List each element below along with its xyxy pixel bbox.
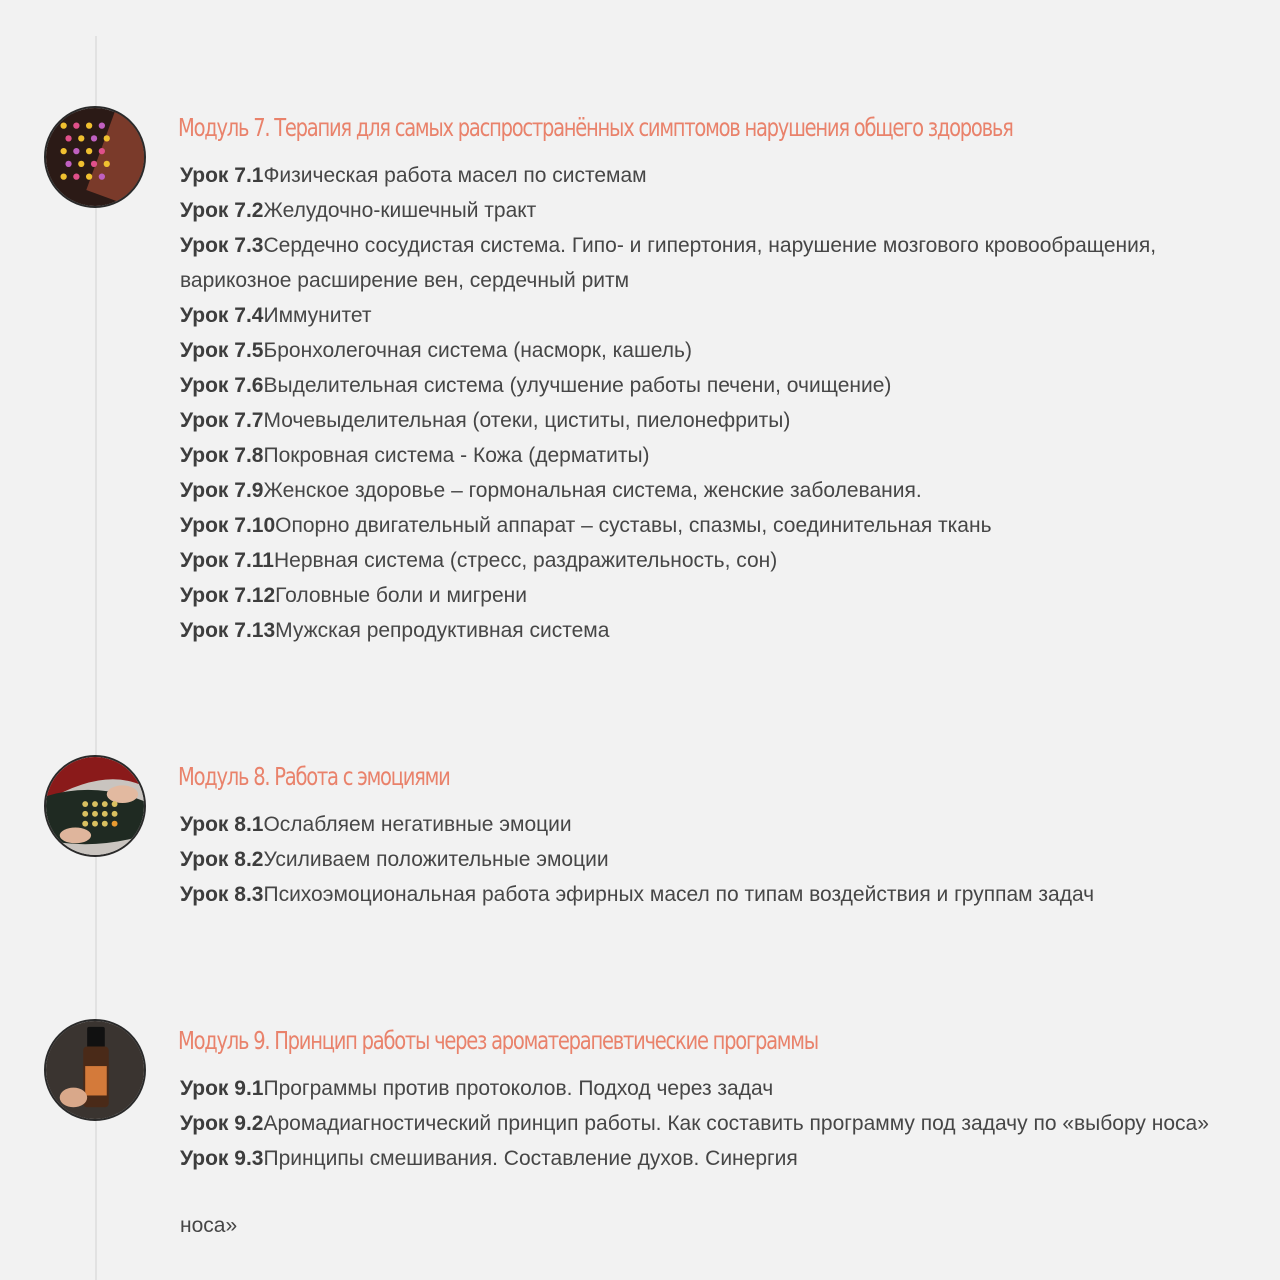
- lesson-title: Желудочно-кишечный тракт: [263, 199, 537, 222]
- lesson-list: [180, 807, 1240, 912]
- lesson-number: Урок 9.1: [180, 1077, 264, 1100]
- lesson-title: Психоэмоциональная работа эфирных масел по типам воздействия и группам задач: [263, 883, 1095, 906]
- lesson-title: Принципы смешивания. Составление духов. Синергия: [263, 1147, 798, 1170]
- lesson-title: Опорно двигательный аппарат – суставы, спазмы, соединительная ткань: [275, 514, 992, 537]
- lesson-title: Женское здоровье – гормональная система, женские заболевания.: [263, 479, 922, 502]
- lesson-number: Урок 7.9: [180, 479, 264, 502]
- lesson-item[interactable]: [180, 807, 1240, 842]
- lesson-item[interactable]: [180, 613, 1240, 648]
- lesson-item[interactable]: [180, 333, 1240, 368]
- lesson-number: Урок 7.1: [180, 164, 264, 187]
- lesson-title: Покровная система - Кожа (дерматиты): [263, 444, 650, 467]
- module-9-image: [44, 1019, 146, 1121]
- lesson-list: [180, 1071, 1240, 1176]
- lesson-title: Выделительная система (улучшение работы печени, очищение): [263, 374, 892, 397]
- lesson-number: Урок 7.2: [180, 199, 264, 222]
- lesson-number: Урок 7.3: [180, 234, 264, 257]
- lesson-item[interactable]: [180, 228, 1240, 298]
- lesson-item[interactable]: [180, 877, 1240, 912]
- lesson-item[interactable]: [180, 842, 1240, 877]
- lesson-item[interactable]: [180, 368, 1240, 403]
- lesson-item[interactable]: [180, 508, 1240, 543]
- lesson-item[interactable]: [180, 543, 1240, 578]
- lesson-number: Урок 7.12: [180, 584, 276, 607]
- lesson-number: Урок 7.4: [180, 304, 264, 327]
- lesson-title: Мужская репродуктивная система: [275, 619, 610, 642]
- lesson-item[interactable]: [180, 1071, 1240, 1106]
- lesson-number: Урок 7.13: [180, 619, 276, 642]
- lesson-title: Бронхолегочная система (насморк, кашель): [263, 339, 692, 362]
- lesson-title: Сердечно сосудистая система. Гипо- и гипертония, нарушение мозгового кровообращения, варикозное расширение вен, сердечный ритм: [180, 234, 1157, 292]
- lesson-number: Урок 7.10: [180, 514, 276, 537]
- lesson-number: Урок 9.2: [180, 1112, 264, 1135]
- module-title: Модуль 8. Работа с эмоциями: [178, 762, 450, 791]
- lesson-number: Урок 8.3: [180, 883, 264, 906]
- lesson-item[interactable]: [180, 403, 1240, 438]
- module-8-image: [44, 755, 146, 857]
- lesson-number: Урок 7.6: [180, 374, 264, 397]
- module-title: Модуль 9. Принцип работы через ароматерапевтические программы: [178, 1026, 818, 1055]
- lesson-item[interactable]: [180, 1106, 1240, 1141]
- lesson-list: [180, 158, 1240, 648]
- lesson-title: Нервная система (стресс, раздражительность, сон): [273, 549, 778, 572]
- lesson-number: Урок 7.5: [180, 339, 264, 362]
- oil-bottle-image: [46, 1021, 144, 1119]
- lesson-item[interactable]: [180, 578, 1240, 613]
- hands-bottles-image: [46, 757, 144, 855]
- lesson-title: Программы против протоколов. Подход через задач: [263, 1077, 774, 1100]
- lesson-title: Мочевыделительная (отеки, циститы, пиелонефриты): [263, 409, 791, 432]
- lesson-title: Ослабляем негативные эмоции: [263, 813, 572, 836]
- lesson-title: Аромадиагностический принцип работы. Как составить программу под задачу по «выбору носа»: [263, 1112, 1209, 1135]
- lesson-item[interactable]: [180, 473, 1240, 508]
- lesson-title: Усиливаем положительные эмоции: [263, 848, 609, 871]
- trailing-text: носа»: [180, 1214, 238, 1237]
- lesson-item[interactable]: [180, 193, 1240, 228]
- module-7-image: [44, 106, 146, 208]
- lesson-title: Иммунитет: [263, 304, 372, 327]
- lesson-item[interactable]: [180, 298, 1240, 333]
- lesson-number: Урок 7.8: [180, 444, 264, 467]
- lesson-item[interactable]: [180, 158, 1240, 193]
- lesson-title: Физическая работа масел по системам: [263, 164, 647, 187]
- oil-box-image: [46, 108, 144, 206]
- lesson-number: Урок 7.7: [180, 409, 264, 432]
- lesson-title: Головные боли и мигрени: [275, 584, 527, 607]
- lesson-number: Урок 8.1: [180, 813, 264, 836]
- module-title: Модуль 7. Терапия для самых распространённых симптомов нарушения общего здоровья: [178, 113, 1013, 142]
- lesson-number: Урок 9.3: [180, 1147, 264, 1170]
- lesson-number: Урок 8.2: [180, 848, 264, 871]
- lesson-item[interactable]: [180, 1141, 1240, 1176]
- lesson-number: Урок 7.11: [180, 549, 274, 572]
- lesson-item[interactable]: [180, 438, 1240, 473]
